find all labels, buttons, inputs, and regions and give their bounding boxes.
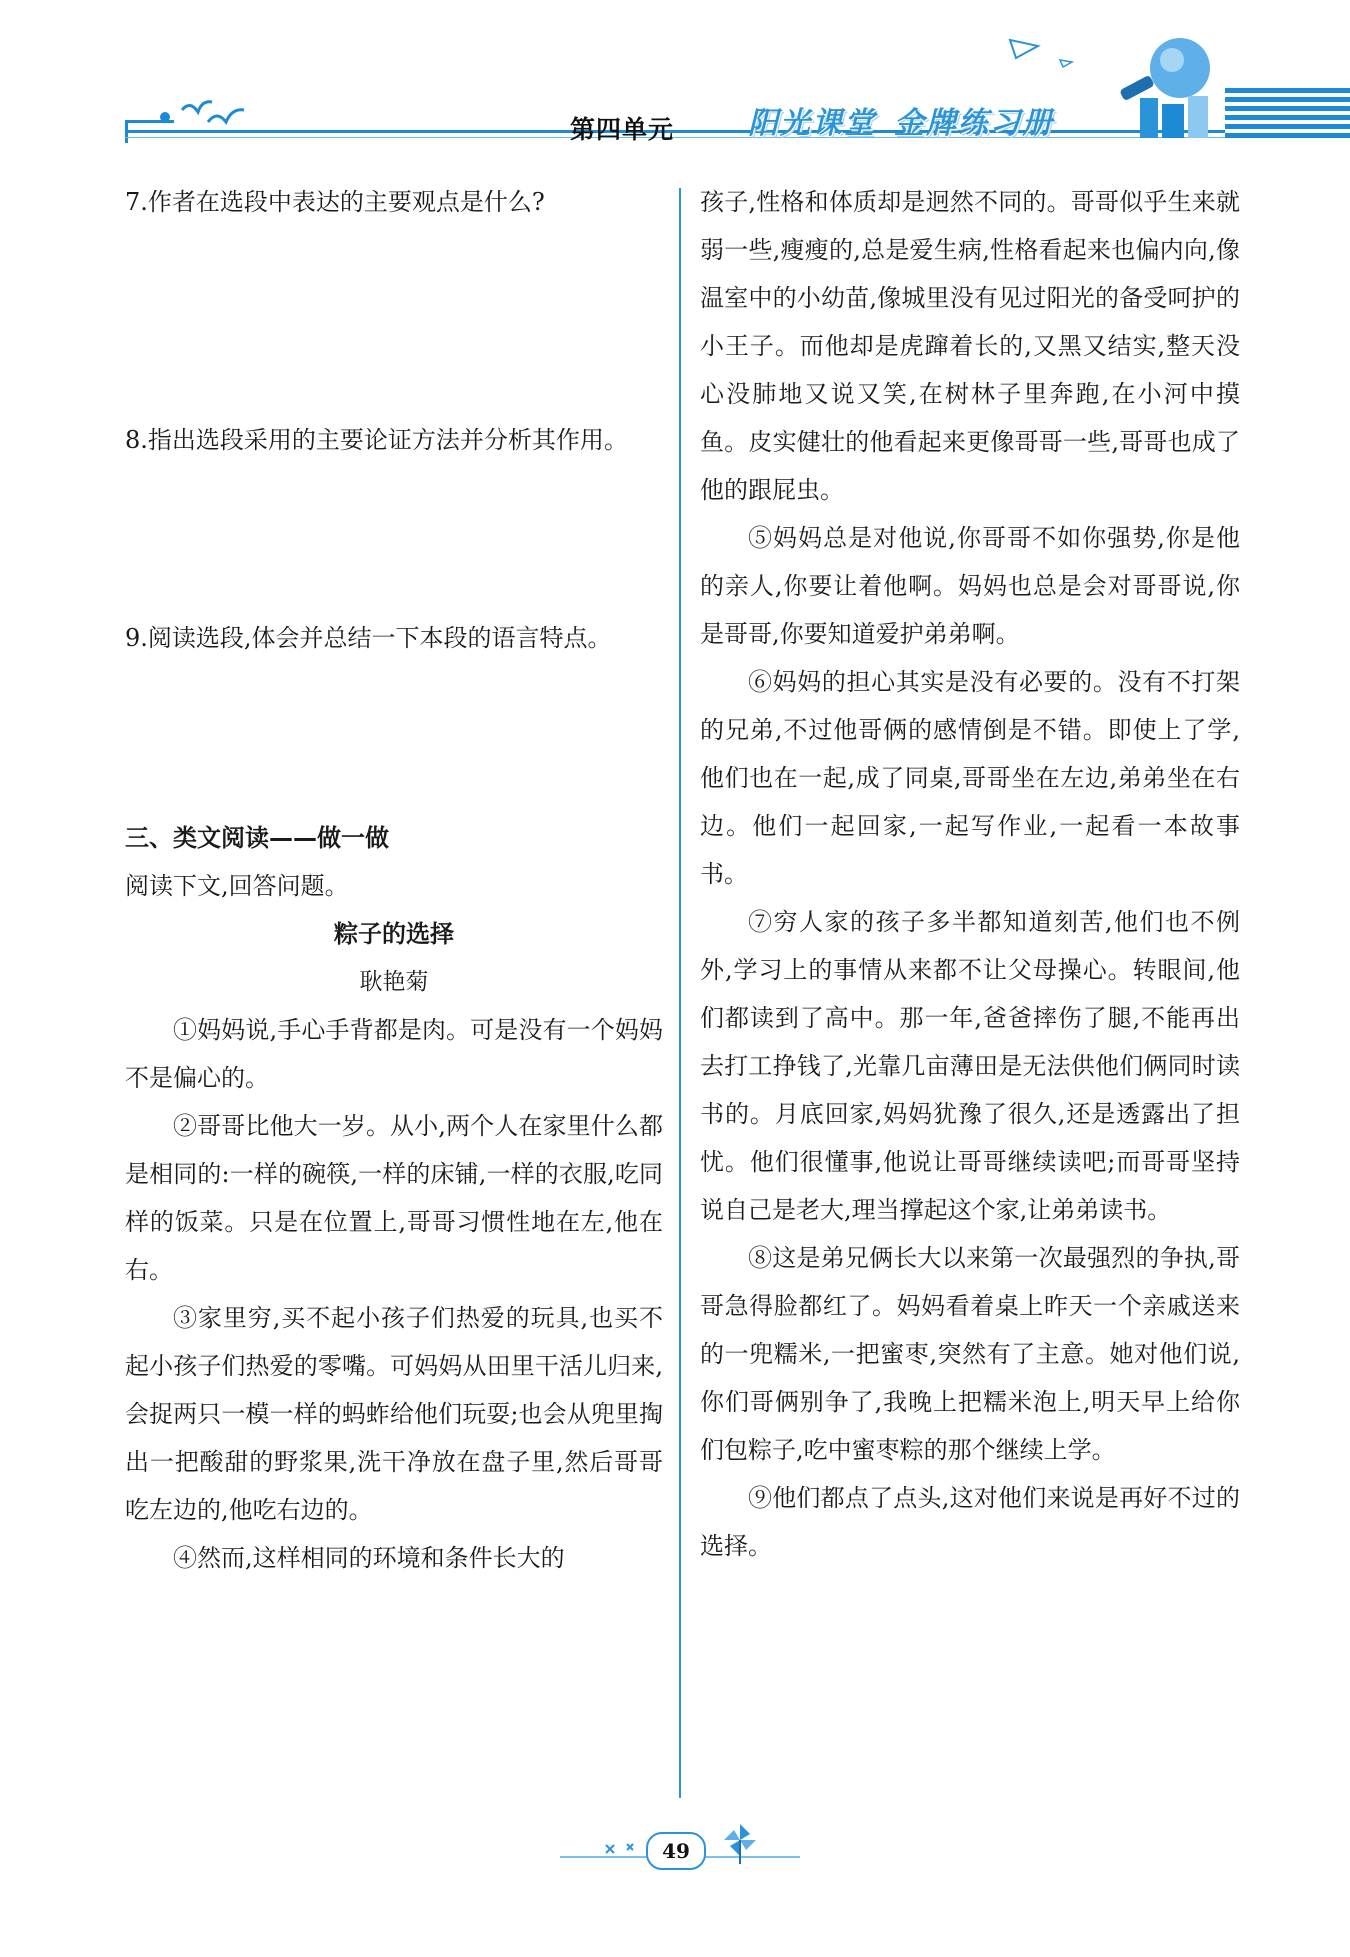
article-title: 粽子的选择 — [334, 920, 454, 948]
answer-space-9 — [125, 662, 663, 814]
left-column — [125, 178, 663, 1582]
brand-part2: 金牌练习册 — [894, 106, 1054, 141]
unit-title: 第四单元 — [570, 115, 675, 144]
paragraph-7: ⑦穷人家的孩子多半都知道刻苦,他们也不例外,学习上的事情从来都不让父母操心。转眼间,他们都读到了高中。那一年,爸爸摔伤了腿,不能再出去打工挣钱了,光靠几亩薄田是无法供他们俩同时读书的。月底回家,妈妈犹豫了很久,还是透露出了担忧。他们很懂事,他说让哥哥继续读吧;而哥哥坚持说自己是老大,理当撑起这个家,让弟弟读书。 — [700, 908, 1240, 1224]
paragraph-9: ⑨他们都点了点头,这对他们来说是再好不过的选择。 — [700, 1484, 1240, 1560]
header-stripes — [1225, 88, 1350, 156]
page-header — [0, 0, 1350, 160]
paragraph-6: ⑥妈妈的担心其实是没有必要的。没有不打架的兄弟,不过他哥俩的感情倒是不错。即使上了学,他们也在一起,成了同桌,哥哥坐在左边,弟弟坐在右边。他们一起回家,一起写作业,一起看一本故事书。 — [700, 668, 1240, 888]
answer-space-7 — [125, 226, 663, 416]
globe-telescope-icon — [1000, 20, 1240, 140]
brand-part1: 阳光课堂 — [748, 106, 876, 141]
pinwheel-icon — [720, 1818, 780, 1868]
question-9: 9.阅读选段,体会并总结一下本段的语言特点。 — [125, 624, 612, 652]
article-author: 耿艳菊 — [359, 969, 429, 995]
page-footer — [520, 1818, 830, 1878]
paragraph-3: ③家里穷,买不起小孩子们热爱的玩具,也买不起小孩子们热爱的零嘴。可妈妈从田里干活儿归来,会捉两只一模一样的蚂蚱给他们玩耍;也会从兜里掏出一把酸甜的野浆果,洗干净放在盘子里,然后哥哥吃左边的,他吃右边的。 — [125, 1304, 663, 1524]
paragraph-4-continued: 孩子,性格和体质却是迥然不同的。哥哥似乎生来就弱一些,瘦瘦的,总是爱生病,性格看起来也偏内向,像温室中的小幼苗,像城里没有见过阳光的备受呵护的小王子。而他却是虎蹿着长的,又黑又结实,整天没心没肺地又说又笑,在树林子里奔跑,在小河中摸鱼。皮实健壮的他看起来更像哥哥一些,哥哥也成了他的跟屁虫。 — [700, 188, 1240, 504]
footer-star-icon — [600, 1834, 646, 1864]
paragraph-5: ⑤妈妈总是对他说,你哥哥不如你强势,你是他的亲人,你要让着他啊。妈妈也总是会对哥哥说,你是哥哥,你要知道爱护弟弟啊。 — [700, 524, 1240, 648]
question-7: 7.作者在选段中表达的主要观点是什么? — [125, 188, 545, 216]
header-dot-decoration — [160, 112, 170, 122]
paragraph-2: ②哥哥比他大一岁。从小,两个人在家里什么都是相同的:一样的碗筷,一样的床铺,一样的衣服,吃同样的饭菜。只是在位置上,哥哥习惯性地在左,他在右。 — [125, 1112, 663, 1284]
right-column — [700, 178, 1240, 1570]
paragraph-1: ①妈妈说,手心手背都是肉。可是没有一个妈妈不是偏心的。 — [125, 1016, 663, 1092]
paragraph-4-start: ④然而,这样相同的环境和条件长大的 — [173, 1544, 565, 1572]
question-8: 8.指出选段采用的主要论证方法并分析其作用。 — [125, 426, 628, 454]
birds-icon — [178, 88, 248, 133]
paragraph-8: ⑧这是弟兄俩长大以来第一次最强烈的争执,哥哥急得脸都红了。妈妈看着桌上昨天一个亲戚送来的一兜糯米,一把蜜枣,突然有了主意。她对他们说,你们哥俩别争了,我晚上把糯米泡上,明天早上给你们包粽子,吃中蜜枣粽的那个继续上学。 — [700, 1244, 1240, 1464]
answer-space-8 — [125, 464, 663, 614]
page-number: 49 — [646, 1832, 706, 1870]
section-instruction: 阅读下文,回答问题。 — [125, 872, 349, 900]
column-divider — [679, 188, 681, 1798]
section-title: 三、类文阅读——做一做 — [125, 824, 389, 852]
